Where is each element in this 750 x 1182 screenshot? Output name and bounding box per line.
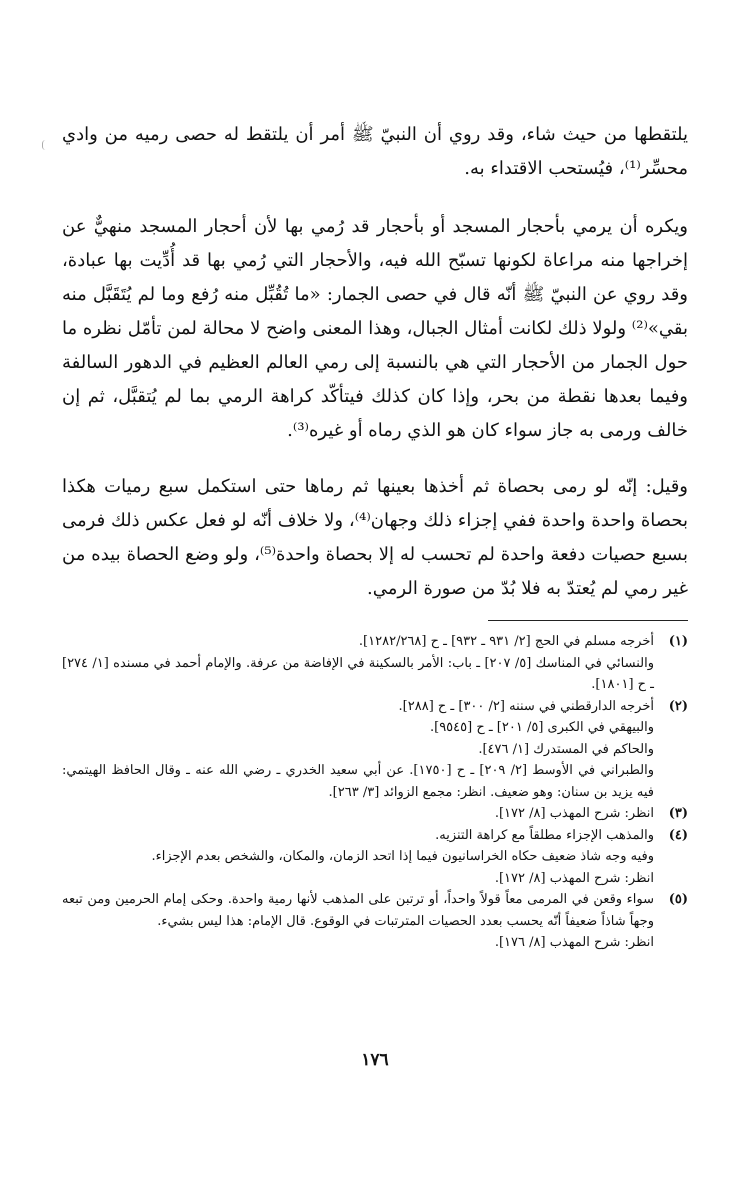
footnote-line: والنسائي في المناسك [٥/ ٢٠٧] ـ باب: الأمر بالسكينة في الإفاضة من عرفة. والإمام أحمد في مسنده [١/ ٢٧٤] ـ ح [١٨٠١].	[62, 655, 654, 692]
footnote-3	[62, 803, 688, 825]
footnote-5	[62, 889, 688, 954]
footnote-line: انظر: شرح المهذب [٨/ ١٧٢].	[494, 870, 654, 886]
margin-pencil-mark	[42, 140, 49, 150]
footnote-line: أخرجه مسلم في الحج [٢/ ٩٣١ ـ ٩٣٢] ـ ح [١٢٨٢/٢٦٨].	[358, 634, 654, 649]
footnote-number: (٥)	[668, 892, 688, 907]
footnote-2	[62, 696, 688, 804]
book-page	[62, 118, 688, 954]
footnote-number: (٢)	[668, 698, 688, 714]
main-text	[62, 118, 688, 606]
footnote-line: أخرجه الدارقطني في سننه [٢/ ٣٠٠] ـ ح [٢٨٨].	[398, 698, 654, 714]
footnote-line: والحاكم في المستدرك [١/ ٤٧٦].	[478, 741, 654, 757]
footnote-line: وفيه وجه شاذ ضعيف حكاه الخراسانيون فيما إذا اتحد الزمان، والمكان، والشخص بعدم الإجزاء.	[151, 849, 654, 864]
paragraph-3: وقيل: إنّه لو رمى بحصاة ثم أخذها بعينها ثم رماها حتى استكمل سبع رميات هكذا بحصاة واحدة واحدة ففي إجزاء ذلك وجهان⁽⁴⁾، ولا خلاف أنّه لو فعل عكس ذلك فرمى بسبع حصيات دفعة واحدة لم تحسب له إلا بحصاة واحدة⁽⁵⁾، ولو وضع الحصاة بيده من غير رمي لم يُعتدّ به فلا بُدّ من صورة الرمي.	[62, 476, 688, 599]
footnote-number: (٤)	[668, 827, 688, 843]
paragraph-1: يلتقطها من حيث شاء، وقد روي أن النبيّ ﷺ أمر أن يلتقط له حصى رميه من وادي محسِّر⁽¹⁾، فيُستحب الاقتداء به.	[62, 124, 688, 179]
paragraph-2: ويكره أن يرمي بأحجار المسجد أو بأحجار قد رُمي بها لأن أحجار المسجد منهيٌّ عن إخراجها منه مراعاة لكونها تسبّح الله فيه، والأحجار التي رُمي بها قد أُدِّيت بها عبادة، وقد روي عن النبيّ ﷺ أنّه قال في حصى الجمار: «ما تُقُبِّل منه رُفع وما لم يُتَقَبَّل منه بقي»⁽²⁾ ولولا ذلك لكانت أمثال الجبال، وهذا المعنى واضح لا محالة لمن تأمّل نظره ما حول الجمار من الأحجار التي هي بالنسبة إلى رمي العالم العظيم في الدهور السالفة وفيما بعدها نقطة من بحر، وإذا كان كذلك فيتأكّد كراهة الرمي بما لم يُتقبَّل، ثم إن خالف ورمى به جاز سواء كان هو الذي رماه أو غيره⁽³⁾.	[62, 216, 688, 441]
footnote-divider	[488, 620, 688, 621]
footnote-number: (٣)	[668, 806, 688, 821]
footnote-line: والطبراني في الأوسط [٢/ ٢٠٩] ـ ح [١٧٥٠]. عن أبي سعيد الخدري ـ رضي الله عنه ـ وقال الحافظ الهيتمي: فيه يزيد بن سنان: وهو ضعيف. انظر: مجمع الزوائد [٣/ ٢٦٣].	[62, 763, 655, 800]
footnote-4	[62, 825, 688, 890]
footnote-line: والمذهب الإجزاء مطلقاً مع كراهة التنزيه.	[435, 827, 654, 843]
footnote-1	[62, 631, 688, 696]
footnotes	[62, 631, 688, 954]
footnote-line: انظر: شرح المهذب [٨/ ١٧٢].	[494, 806, 654, 821]
footnote-number: (١)	[668, 634, 688, 649]
footnote-line: انظر: شرح المهذب [٨/ ١٧٦].	[494, 935, 654, 950]
footnote-line: والبيهقي في الكبرى [٥/ ٢٠١] ـ ح [٩٥٤٥].	[429, 720, 654, 735]
page-number: ١٧٦	[361, 1050, 389, 1070]
footnote-line: سواء وقعن في المرمى معاً قولاً واحداً، أو ترتبن على المذهب لأنها رمية واحدة. وحكى إمام الحرمين ومن تبعه وجهاً شاذاً ضعيفاً أنّه يحسب بعدد الحصيات المترتبات في الوقوع. قال الإمام: هذا ليس بشيء.	[62, 892, 654, 929]
